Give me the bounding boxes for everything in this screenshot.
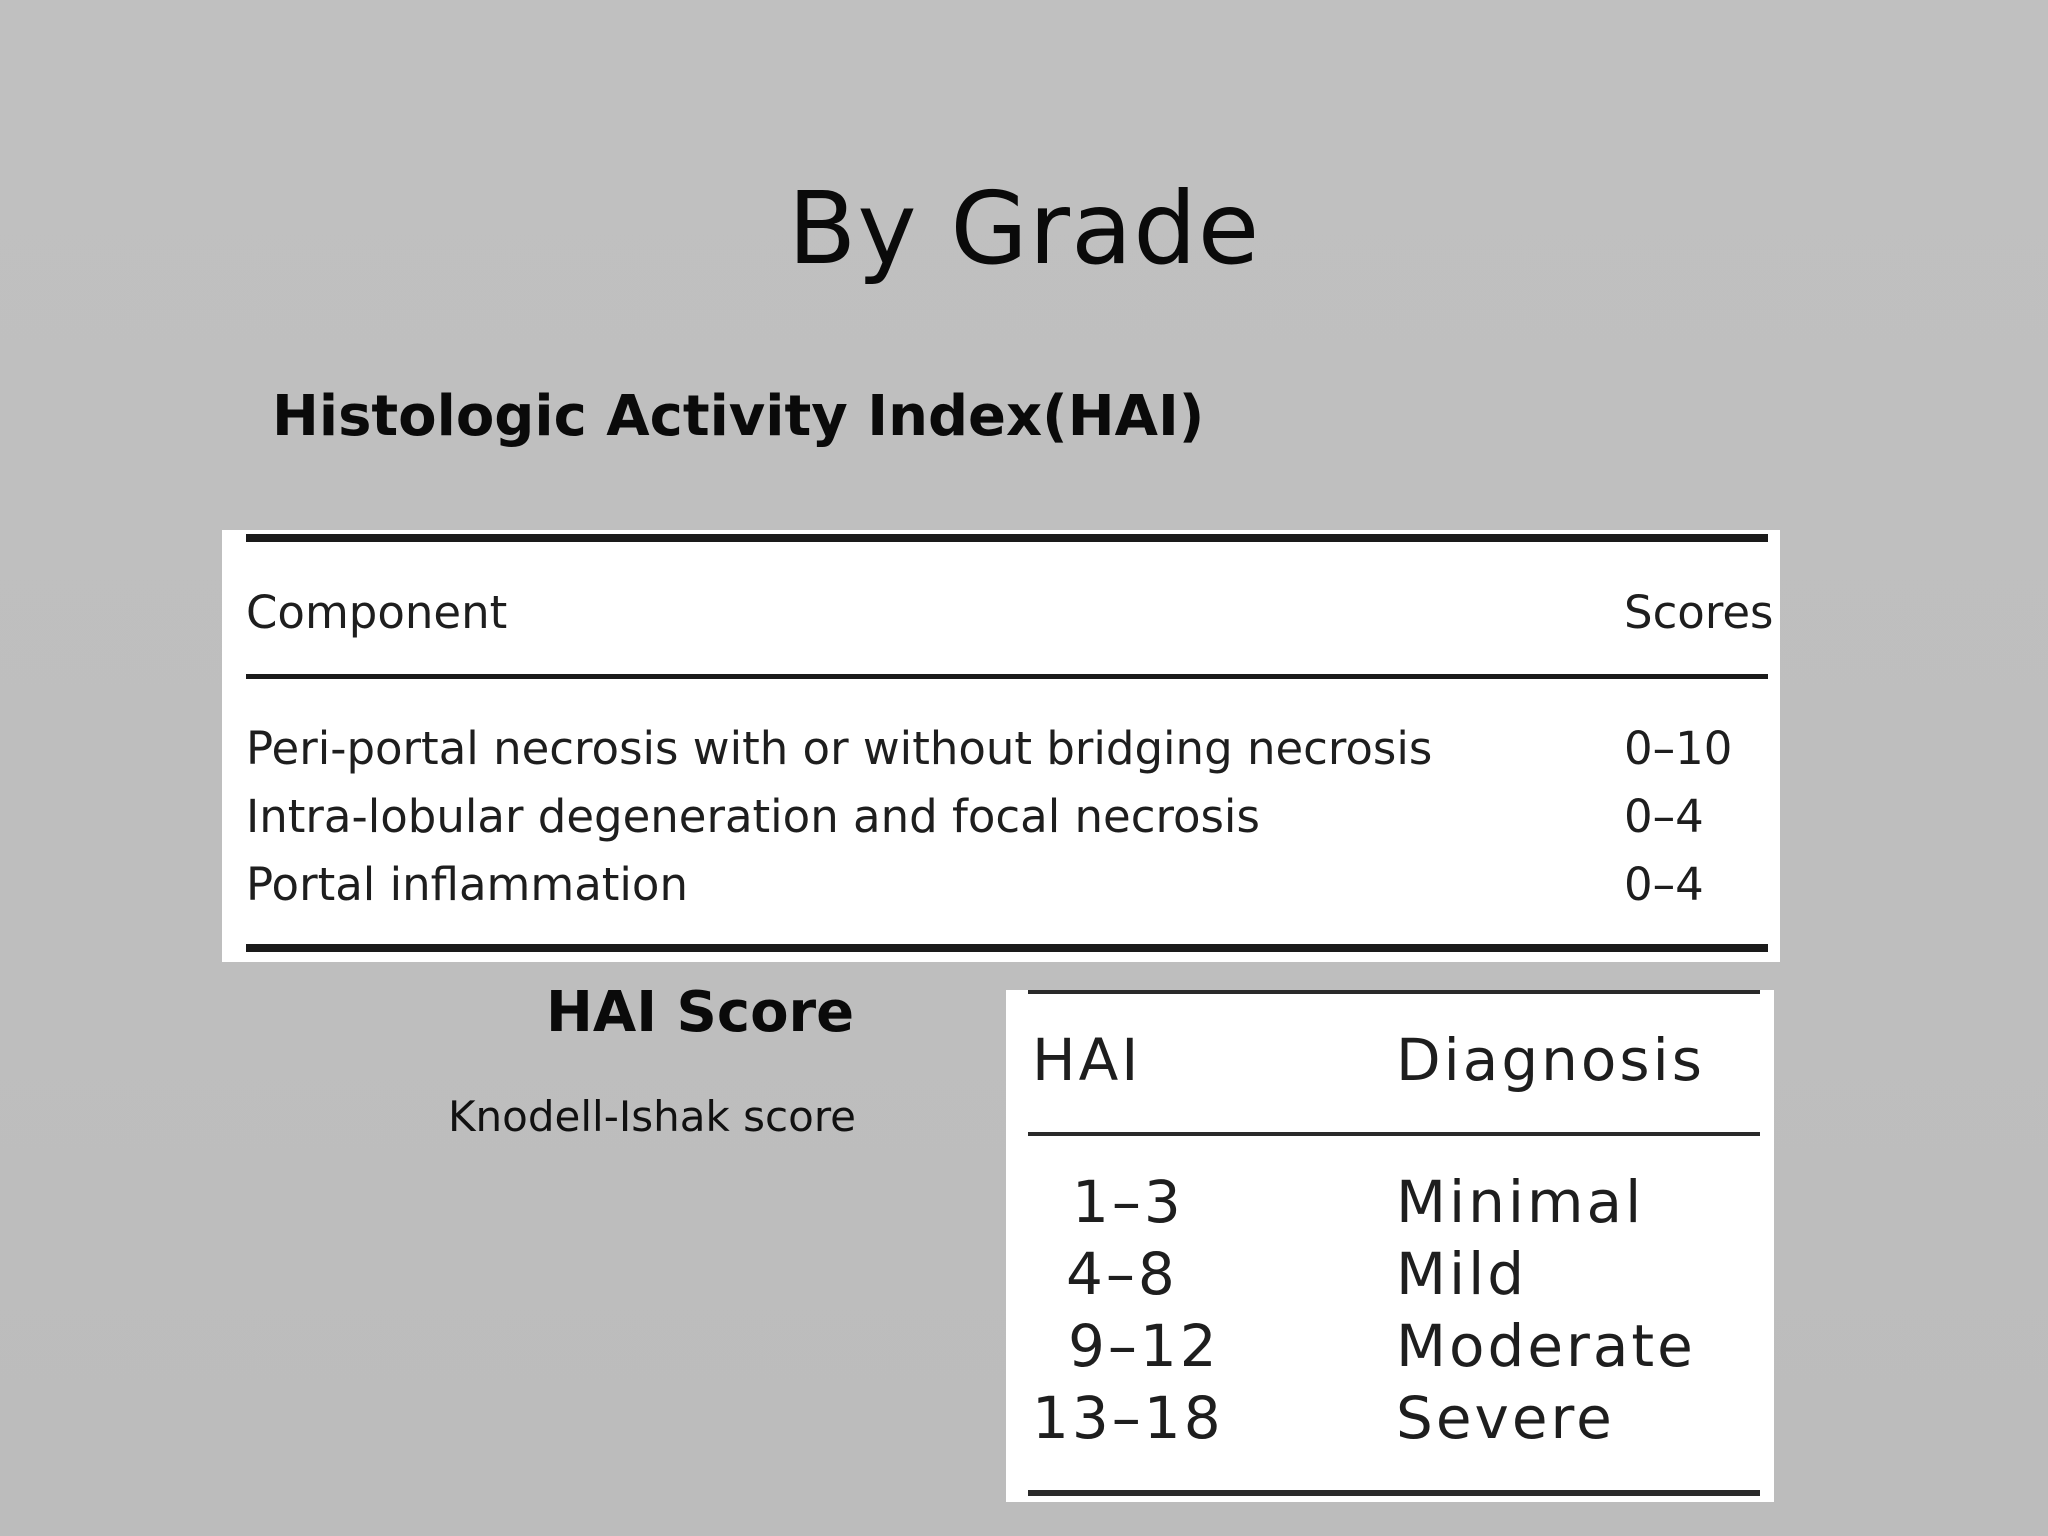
table-row-hai: 4–8 bbox=[1066, 1240, 1178, 1308]
table-header-rule bbox=[246, 674, 1768, 679]
table-row-score: 0–4 bbox=[1624, 858, 1704, 911]
hai-diagnosis-table bbox=[1006, 990, 1774, 1502]
table-bottom-rule bbox=[246, 944, 1768, 952]
slide-title: By Grade bbox=[787, 170, 1261, 287]
table-row-diagnosis: Severe bbox=[1396, 1384, 1615, 1452]
column-header-diagnosis: Diagnosis bbox=[1396, 1026, 1705, 1094]
table-top-rule bbox=[1028, 990, 1760, 994]
table-row-diagnosis: Minimal bbox=[1396, 1168, 1645, 1236]
table-row-component: Intra-lobular degeneration and focal necrosis bbox=[246, 790, 1260, 843]
table-row-hai: 1–3 bbox=[1072, 1168, 1184, 1236]
component-scores-table bbox=[222, 530, 1780, 962]
table-row-diagnosis: Mild bbox=[1396, 1240, 1528, 1308]
table-row-diagnosis: Moderate bbox=[1396, 1312, 1696, 1380]
table-row-hai: 13–18 bbox=[1032, 1384, 1224, 1452]
column-header-hai: HAI bbox=[1032, 1026, 1142, 1094]
table-row-component: Portal inflammation bbox=[246, 858, 688, 911]
table-row-score: 0–4 bbox=[1624, 790, 1704, 843]
table-row-hai: 9–12 bbox=[1068, 1312, 1220, 1380]
hai-score-caption: Knodell-Ishak score bbox=[448, 1092, 857, 1141]
table-bottom-rule bbox=[1028, 1490, 1760, 1496]
table-row-score: 0–10 bbox=[1624, 722, 1733, 775]
table-header-rule bbox=[1028, 1132, 1760, 1136]
column-header-component: Component bbox=[246, 586, 508, 639]
slide-subtitle: Histologic Activity Index(HAI) bbox=[272, 384, 1205, 449]
table-top-rule bbox=[246, 534, 1768, 542]
table-row-component: Peri-portal necrosis with or without bridging necrosis bbox=[246, 722, 1433, 775]
column-header-scores: Scores bbox=[1624, 586, 1774, 639]
hai-score-heading: HAI Score bbox=[546, 980, 855, 1045]
